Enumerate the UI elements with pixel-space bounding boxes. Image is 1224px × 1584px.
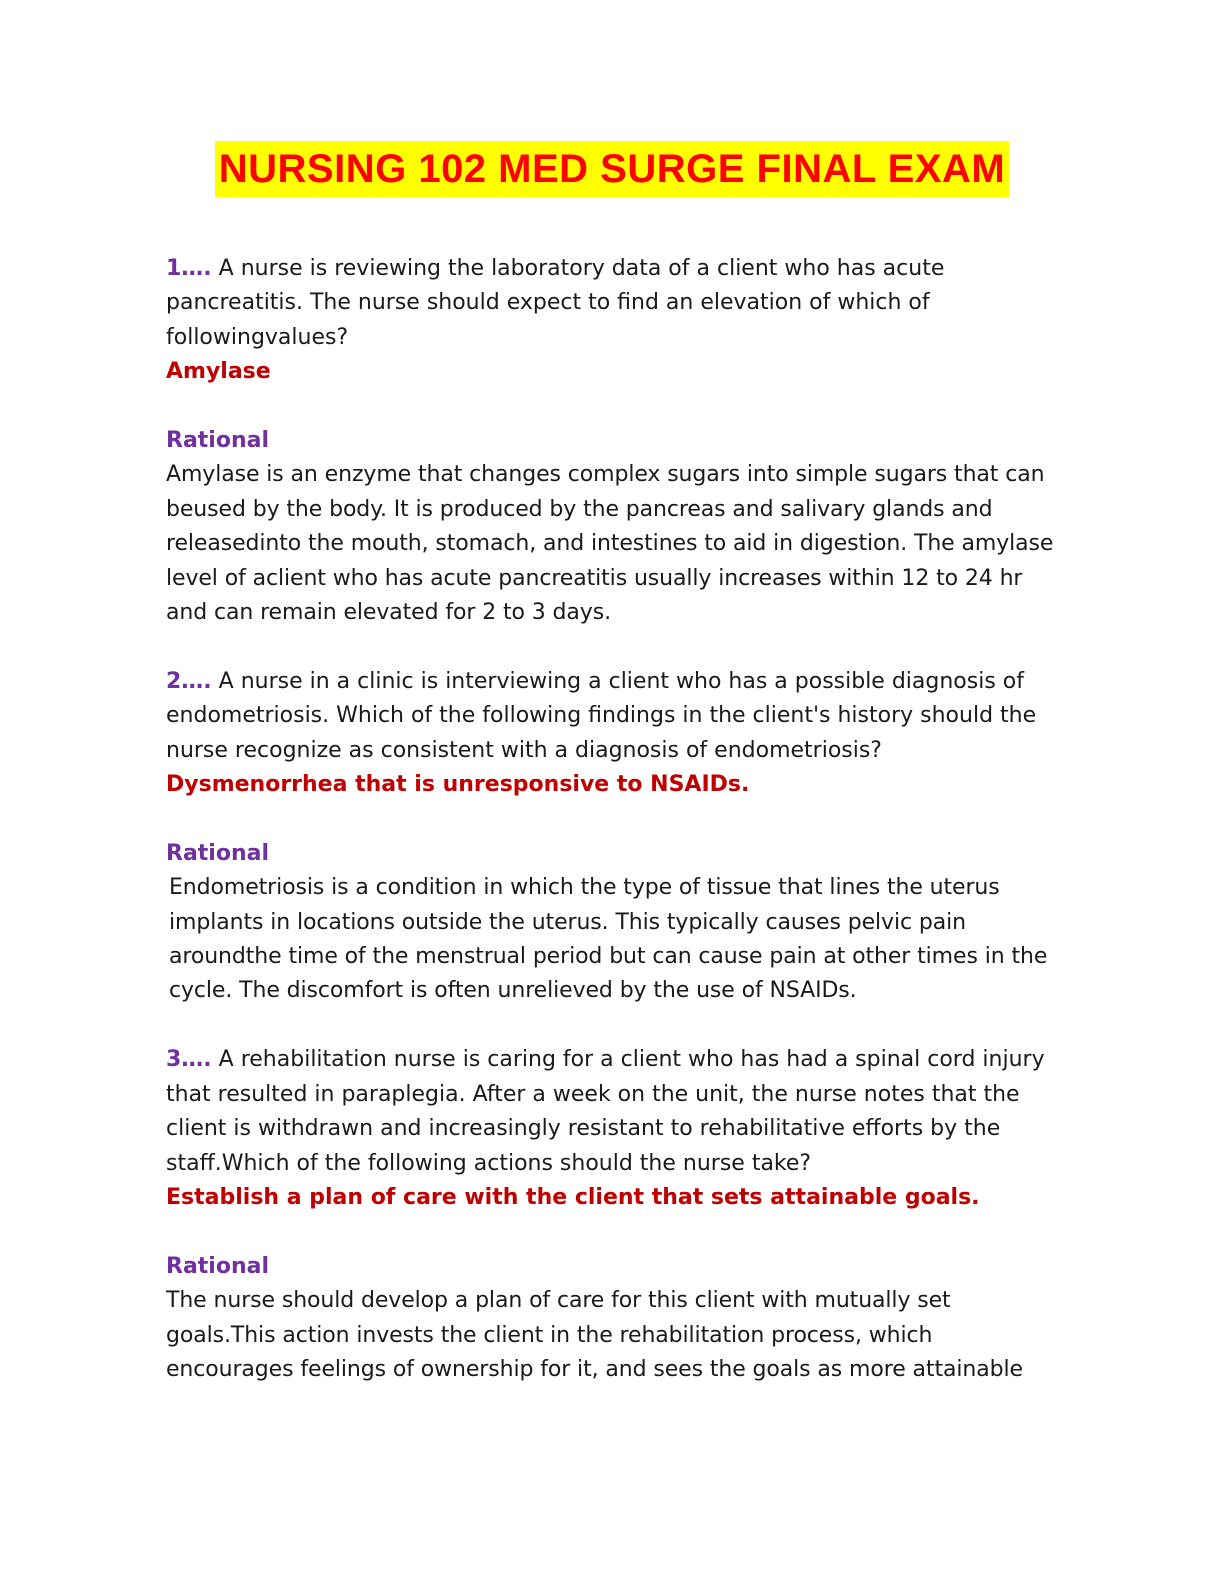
question-body: A rehabilitation nurse is caring for a client who has had a spinal cord injury that resulted in paraplegia. After a week on the unit, the nurse notes that the client is withdrawn and increasingly resistant to rehabilitative efforts by the staff.Which of the following actions should the nurse take? xyxy=(166,1047,1045,1176)
rational-label: Rational xyxy=(166,1253,270,1279)
question-body: A nurse is reviewing the laboratory data of a client who has acute pancreatitis. The nurse should expect to find an elevation of which of followingvalues? xyxy=(166,256,945,350)
question-text xyxy=(166,252,1066,355)
question-body: A nurse in a clinic is interviewing a client who has a possible diagnosis of endometriosis. Which of the following findings in the client's history should the nurse recognize as consistent with a diagnosis of endometriosis? xyxy=(166,668,1037,763)
spacer xyxy=(166,802,1066,836)
document-body xyxy=(166,252,1066,1387)
question-number: 1…. xyxy=(166,256,212,281)
title-wrap xyxy=(0,141,1224,197)
rational-text: The nurse should develop a plan of care for this client with mutually set goals.This action invests the client in the rehabilitation process, which encourages feelings of ownership for it, and sees the goals as more attainable xyxy=(166,1288,1023,1382)
question-text xyxy=(166,665,1066,768)
rational-label: Rational xyxy=(166,840,270,866)
rational-text: Endometriosis is a condition in which the type of tissue that lines the uterus implants in locations outside the uterus. This typically causes pelvic pain aroundthe time of the menstrual period but can cause pain at other times in the cycle. The discomfort is often unrelieved by the use of NSAIDs. xyxy=(169,875,1048,1004)
question-block-3 xyxy=(166,1043,1066,1387)
page-title: NURSING 102 MED SURGE FINAL EXAM xyxy=(215,141,1010,197)
spacer xyxy=(166,630,1066,664)
question-number: 3…. xyxy=(166,1047,212,1073)
spacer xyxy=(166,1009,1066,1043)
question-number: 2…. xyxy=(166,668,212,694)
spacer xyxy=(166,1215,1066,1249)
answer-text: Amylase xyxy=(166,359,271,385)
rational-label: Rational xyxy=(166,428,270,454)
answer-text: Dysmenorrhea that is unresponsive to NSAIDs. xyxy=(166,772,750,798)
question-block-2 xyxy=(166,665,1066,1009)
spacer xyxy=(166,390,1066,424)
question-block-1 xyxy=(166,252,1066,630)
question-text xyxy=(166,1043,1066,1181)
rational-text: Amylase is an enzyme that changes complex sugars into simple sugars that can beused by the body. It is produced by the pancreas and salivary glands and releasedinto the mouth, stomach, and intestines to aid in digestion. The amylase level of aclient who has acute pancreatitis usually increases within 12 to 24 hr and can remain elevated for 2 to 3 days. xyxy=(166,462,1054,626)
answer-text: Establish a plan of care with the client that sets attainable goals. xyxy=(166,1184,980,1210)
